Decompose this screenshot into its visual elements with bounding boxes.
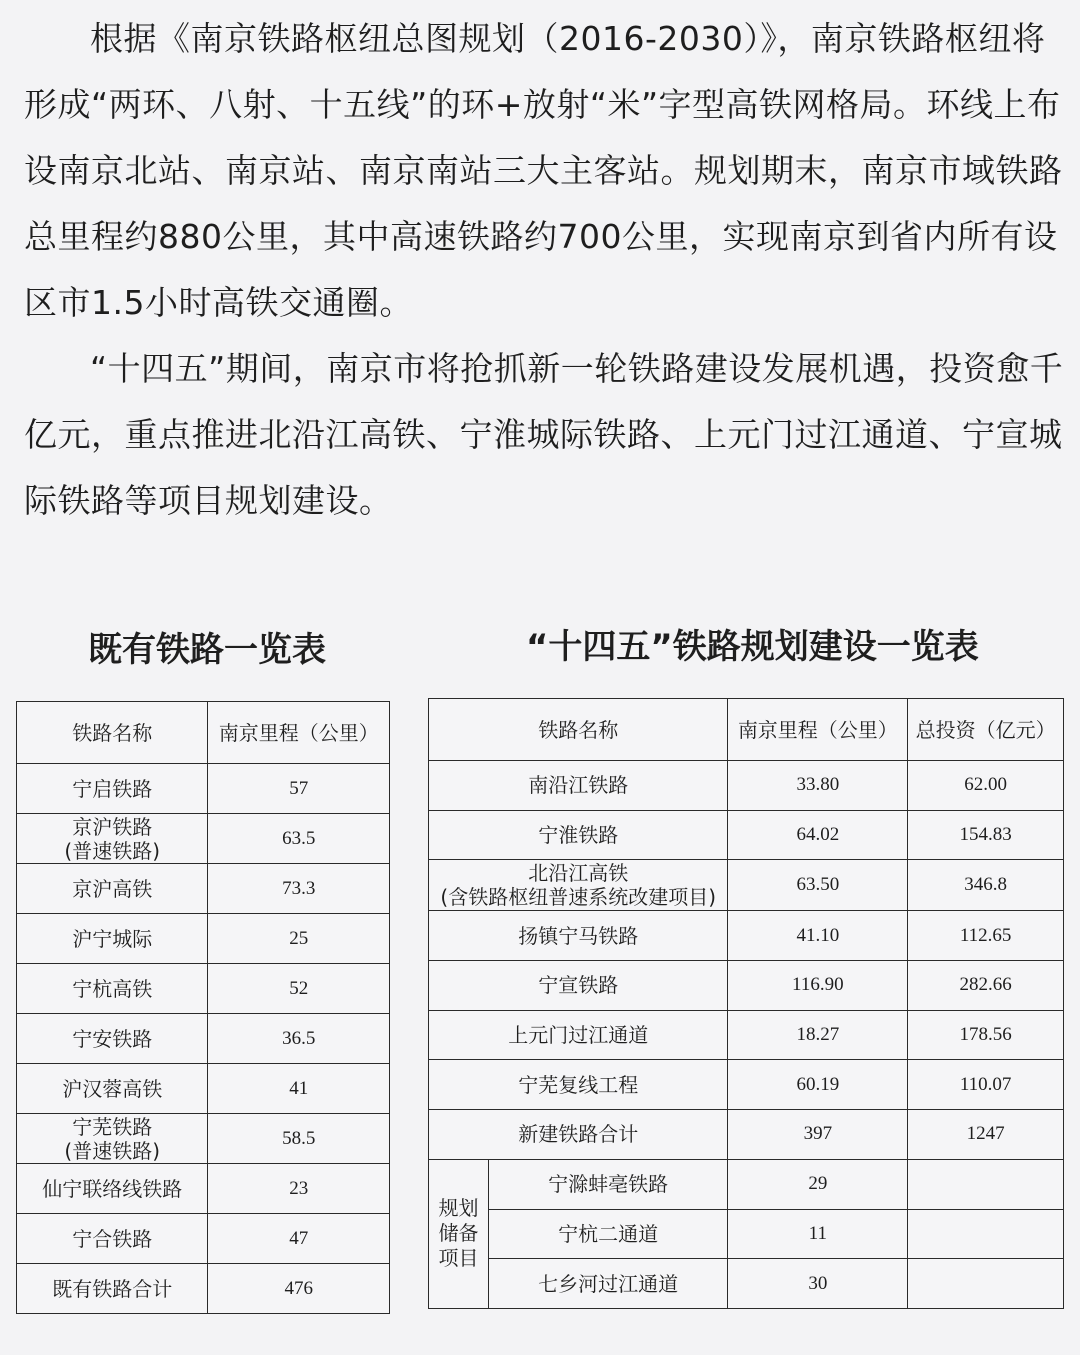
railway-name-cell — [17, 1214, 208, 1264]
mileage-cell: 11 — [728, 1209, 908, 1259]
table-row — [429, 1060, 1064, 1110]
reserve-label-line: 规划 — [438, 1196, 479, 1221]
railway-name: 宁滁蚌亳铁路 — [488, 1159, 728, 1209]
railway-name: 扬镇宁马铁路 — [518, 923, 639, 948]
column-header: 南京里程（公里） — [728, 699, 908, 761]
table-row — [429, 1110, 1064, 1160]
railway-name: 仙宁联络线铁路 — [42, 1176, 183, 1201]
column-header: 铁路名称 — [429, 699, 728, 761]
investment-cell: 62.00 — [908, 761, 1064, 811]
table-row — [429, 761, 1064, 811]
railway-name: 宁杭高铁 — [72, 976, 153, 1001]
railway-name: (普速铁路) — [64, 838, 161, 863]
mileage-cell: 52 — [208, 964, 390, 1014]
table-row — [17, 964, 390, 1014]
railway-name: 既有铁路合计 — [52, 1276, 173, 1301]
mileage-cell: 60.19 — [728, 1060, 908, 1110]
railway-name: 京沪铁路 — [72, 814, 153, 839]
investment-cell — [908, 1259, 1064, 1309]
table-row — [17, 1264, 390, 1314]
railway-name-cell — [17, 1264, 208, 1314]
column-header: 南京里程（公里） — [208, 702, 390, 764]
mileage-cell: 64.02 — [728, 810, 908, 860]
investment-cell: 154.83 — [908, 810, 1064, 860]
table-row — [17, 814, 390, 864]
table-row — [17, 1064, 390, 1114]
railway-name-cell — [17, 814, 208, 864]
table-row — [17, 864, 390, 914]
table-row — [429, 960, 1064, 1010]
table-row — [429, 911, 1064, 961]
mileage-cell: 58.5 — [208, 1114, 390, 1164]
railway-name: 宁杭二通道 — [488, 1209, 728, 1259]
table-row — [17, 1214, 390, 1264]
mileage-cell: 73.3 — [208, 864, 390, 914]
mileage-cell: 25 — [208, 914, 390, 964]
table-row — [17, 1014, 390, 1064]
railway-name: 宁宣铁路 — [538, 973, 619, 998]
railway-name-cell — [17, 964, 208, 1014]
existing-table-title: 既有铁路一览表 — [88, 630, 326, 670]
railway-name: 宁淮铁路 — [538, 823, 619, 848]
investment-cell — [908, 1209, 1064, 1259]
intro-text — [24, 6, 1068, 534]
railway-name-cell — [429, 860, 728, 911]
table-row — [429, 860, 1064, 911]
table-row — [429, 1010, 1064, 1060]
railway-name-cell — [429, 1110, 728, 1160]
reserve-row — [429, 1209, 1064, 1259]
reserve-projects-label — [429, 1159, 489, 1308]
railway-name: 宁安铁路 — [72, 1026, 153, 1051]
railway-name: 宁芜复线工程 — [518, 1072, 639, 1097]
column-header: 总投资（亿元） — [908, 699, 1064, 761]
railway-name: 北沿江高铁 — [528, 861, 629, 886]
investment-cell: 346.8 — [908, 860, 1064, 911]
investment-cell: 282.66 — [908, 960, 1064, 1010]
table-row — [17, 1114, 390, 1164]
investment-cell: 1247 — [908, 1110, 1064, 1160]
railway-name-cell — [17, 864, 208, 914]
railway-name-cell — [429, 1060, 728, 1110]
mileage-cell: 41 — [208, 1064, 390, 1114]
railway-name: (普速铁路) — [64, 1138, 161, 1163]
railway-name: 沪汉蓉高铁 — [62, 1076, 163, 1101]
reserve-label-line: 项目 — [438, 1246, 479, 1271]
railway-name: 七乡河过江通道 — [488, 1259, 728, 1309]
mileage-cell: 63.50 — [728, 860, 908, 911]
mileage-cell: 36.5 — [208, 1014, 390, 1064]
investment-cell: 110.07 — [908, 1060, 1064, 1110]
mileage-cell: 57 — [208, 764, 390, 814]
railway-name: 宁芜铁路 — [72, 1114, 153, 1139]
railway-name-cell — [17, 914, 208, 964]
mileage-cell: 47 — [208, 1214, 390, 1264]
mileage-cell: 18.27 — [728, 1010, 908, 1060]
investment-cell: 178.56 — [908, 1010, 1064, 1060]
railway-name-cell — [429, 960, 728, 1010]
plan-table-title: “十四五”铁路规划建设一览表 — [526, 627, 979, 667]
plan-railways-table — [428, 698, 1064, 1309]
mileage-cell: 23 — [208, 1164, 390, 1214]
railway-name-cell — [429, 911, 728, 961]
railway-name-cell — [17, 1064, 208, 1114]
railway-name: 京沪高铁 — [72, 876, 153, 901]
intro-paragraph: 根据《南京铁路枢纽总图规划（2016-2030）》，南京铁路枢纽将形成“两环、八射、十五线”的环+放射“米”字型高铁网格局。环线上布设南京北站、南京站、南京南站三大主客站。规划期末，南京市域铁路总里程约880公里，其中高速铁路约700公里，实现南京到省内所有设区市1.5小时高铁交通圈。 — [24, 19, 1063, 322]
railway-name: 南沿江铁路 — [528, 773, 629, 798]
railway-name: 宁启铁路 — [72, 776, 153, 801]
railway-name-cell — [17, 1114, 208, 1164]
column-header: 铁路名称 — [17, 702, 208, 764]
mileage-cell: 63.5 — [208, 814, 390, 864]
table-row — [17, 1164, 390, 1214]
railway-name-cell — [17, 1014, 208, 1064]
mileage-cell: 476 — [208, 1264, 390, 1314]
existing-railways-table — [16, 701, 390, 1314]
railway-name-cell — [429, 810, 728, 860]
reserve-label-line: 储备 — [438, 1221, 479, 1246]
table-row — [17, 764, 390, 814]
mileage-cell: 33.80 — [728, 761, 908, 811]
railway-name: 宁合铁路 — [72, 1226, 153, 1251]
mileage-cell: 29 — [728, 1159, 908, 1209]
railway-name-cell — [17, 764, 208, 814]
mileage-cell: 41.10 — [728, 911, 908, 961]
table-row — [429, 810, 1064, 860]
reserve-row — [429, 1159, 1064, 1209]
railway-name: 新建铁路合计 — [518, 1122, 639, 1147]
investment-cell: 112.65 — [908, 911, 1064, 961]
mileage-cell: 116.90 — [728, 960, 908, 1010]
table-row — [17, 914, 390, 964]
railway-name: 上元门过江通道 — [508, 1022, 649, 1047]
investment-cell — [908, 1159, 1064, 1209]
mileage-cell: 397 — [728, 1110, 908, 1160]
reserve-row — [429, 1259, 1064, 1309]
intro-paragraph: “十四五”期间，南京市将抢抓新一轮铁路建设发展机遇，投资愈千亿元，重点推进北沿江高铁、宁淮城际铁路、上元门过江通道、宁宣城际铁路等项目规划建设。 — [24, 349, 1064, 520]
railway-name: (含铁路枢纽普速系统改建项目) — [440, 885, 717, 910]
railway-name-cell — [429, 1010, 728, 1060]
railway-name-cell — [17, 1164, 208, 1214]
mileage-cell: 30 — [728, 1259, 908, 1309]
railway-name: 沪宁城际 — [72, 926, 153, 951]
railway-name-cell — [429, 761, 728, 811]
